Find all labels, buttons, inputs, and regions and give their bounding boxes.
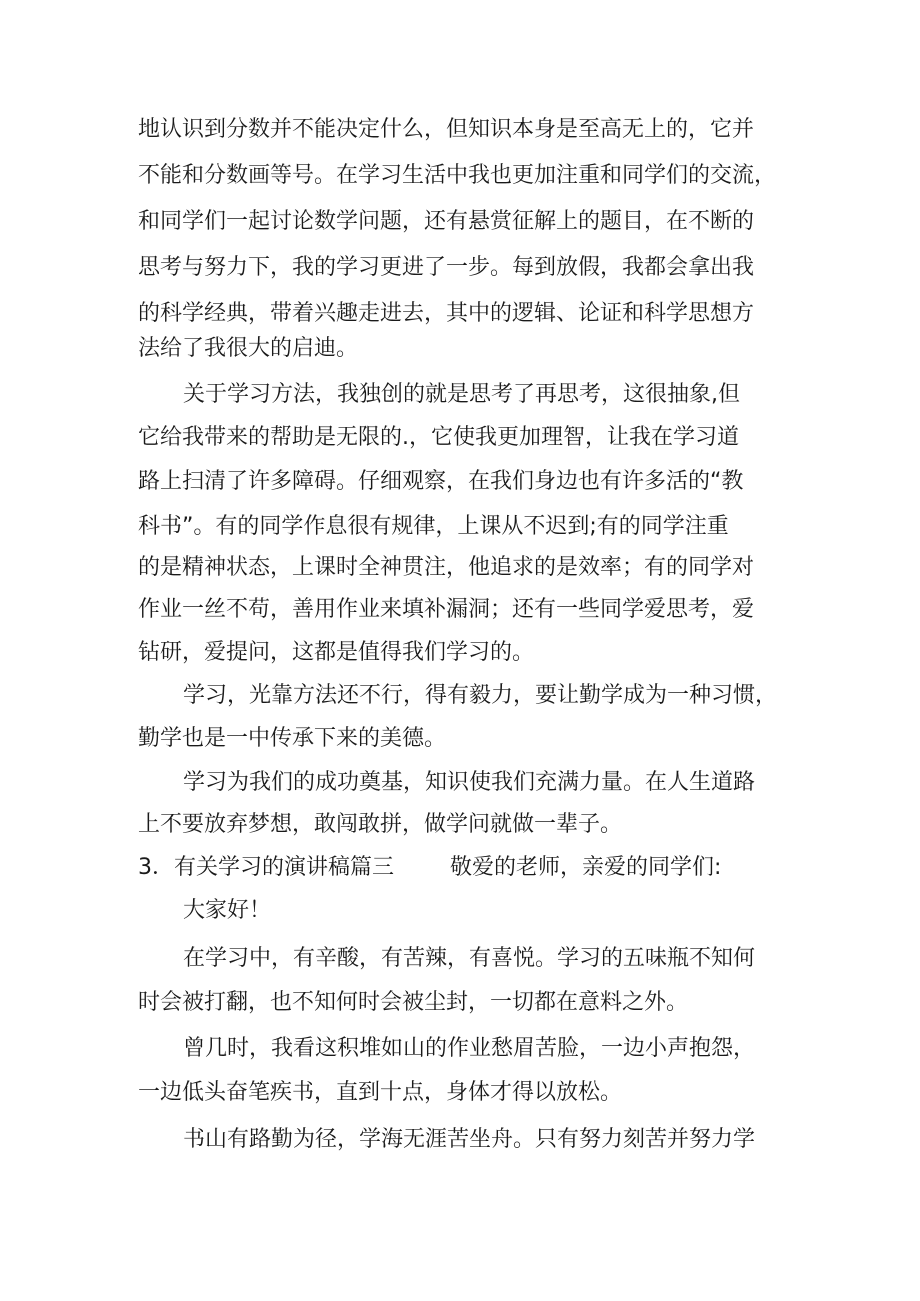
text-line: 一边低头奋笔疾书，直到十点，身体才得以放松。 <box>138 1080 623 1105</box>
text-line: 的科学经典，带着兴趣走进去，其中的逻辑、论证和科学思想方 <box>138 301 755 326</box>
section-heading-title: 3．有关学习的演讲稿篇三 <box>138 855 394 880</box>
paragraph-first-line: 在学习中，有辛酸，有苦辣，有喜悦。学习的五味瓶不知何 <box>183 946 756 971</box>
text-line: 勤学也是一中传承下来的美德。 <box>138 726 447 751</box>
text-line: 的是精神状态，上课时全神贯注，他追求的是效率；有的同学对 <box>138 555 755 580</box>
paragraph-first-line: 书山有路勤为径，学海无涯苦坐舟。只有努力刻苦并努力学 <box>183 1127 756 1152</box>
text-line: 它给我带来的帮助是无限的.，它使我更加理智，让我在学习道 <box>138 425 739 450</box>
text-line: 钻研，爱提问，这都是值得我们学习的。 <box>138 640 535 665</box>
paragraph-first-line: 学习，光靠方法还不行，得有毅力，要让勤学成为一种习惯， <box>183 683 778 708</box>
paragraph-first-line: 曾几时，我看这积堆如山的作业愁眉苦脸，一边小声抱怨， <box>183 1036 756 1061</box>
text-line: 路上扫清了许多障碍。仔细观察，在我们身边也有许多活的“教 <box>138 469 744 494</box>
paragraph-first-line: 关于学习方法，我独创的就是思考了再思考，这很抽象,但 <box>183 382 740 407</box>
text-line: 作业一丝不苟，善用作业来填补漏洞；还有一些同学爱思考，爱 <box>138 597 755 622</box>
paragraph-first-line: 学习为我们的成功奠基，知识使我们充满力量。在人生道路 <box>183 770 756 795</box>
text-line: 科书”。有的同学作息很有规律，上课从不迟到;有的同学注重 <box>138 514 729 539</box>
speech-salutation: 敬爱的老师，亲爱的同学们: <box>450 855 722 880</box>
text-line: 法给了我很大的启迪。 <box>138 336 359 361</box>
text-line: 地认识到分数并不能决定什么，但知识本身是至高无上的，它并 <box>138 117 755 142</box>
text-line: 时会被打翻，也不知何时会被尘封，一切都在意料之外。 <box>138 990 689 1015</box>
greeting: 大家好！ <box>183 898 272 923</box>
text-line: 上不要放弃梦想，敢闯敢拼，做学问就做一辈子。 <box>138 812 623 837</box>
text-line: 思考与努力下，我的学习更进了一步。每到放假，我都会拿出我 <box>138 255 755 280</box>
section-heading <box>138 848 920 888</box>
text-line: 不能和分数画等号。在学习生活中我也更加注重和同学们的交流， <box>138 163 777 188</box>
text-line: 和同学们一起讨论数学问题，还有悬赏征解上的题目，在不断的 <box>138 209 755 234</box>
